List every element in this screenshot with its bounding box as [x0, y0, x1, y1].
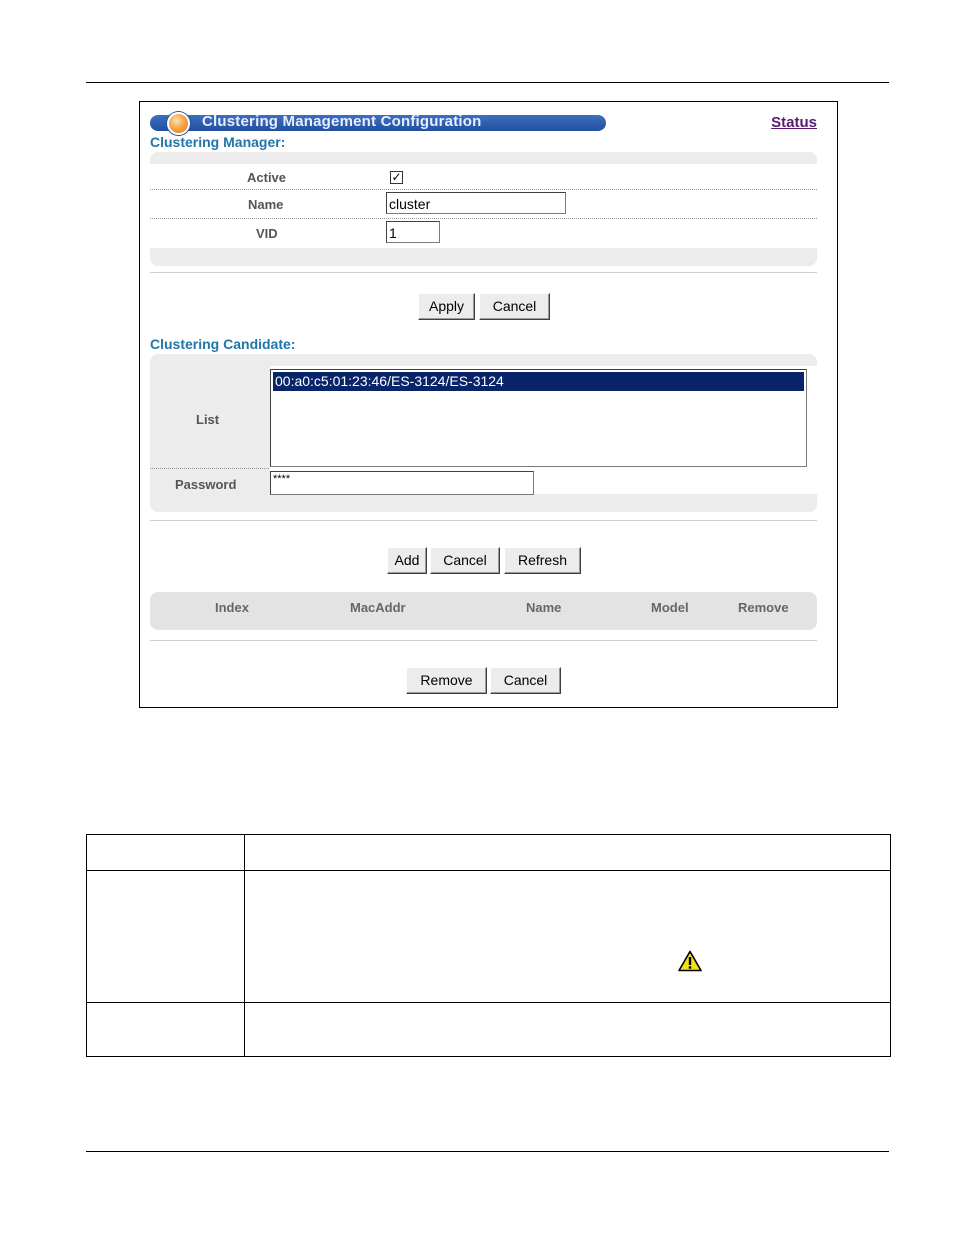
vid-label: VID — [256, 226, 278, 241]
manager-panel — [150, 152, 817, 266]
table-column-divider — [244, 835, 245, 1056]
members-cancel-button[interactable]: Cancel — [490, 667, 561, 694]
clustering-manager-heading: Clustering Manager: — [150, 134, 286, 150]
page-title: Clustering Management Configuration — [202, 113, 482, 130]
candidate-cancel-button[interactable]: Cancel — [430, 547, 500, 574]
manager-cancel-button[interactable]: Cancel — [479, 293, 550, 320]
password-input[interactable]: **** — [270, 471, 534, 495]
table-row-divider — [87, 870, 890, 871]
col-index: Index — [215, 600, 249, 615]
section-divider — [150, 272, 817, 274]
footer-rule — [86, 1151, 889, 1152]
apply-button[interactable]: Apply — [418, 293, 475, 320]
members-table-header — [150, 592, 817, 630]
screenshot-frame — [139, 101, 838, 708]
col-name: Name — [526, 600, 562, 615]
candidate-listbox[interactable] — [270, 369, 807, 467]
active-label: Active — [247, 170, 287, 185]
warning-icon — [678, 950, 702, 972]
add-button[interactable]: Add — [387, 547, 427, 574]
candidate-list-item[interactable]: 00:a0:c5:01:23:46/ES-3124/ES-3124 — [273, 372, 804, 391]
description-table — [86, 834, 891, 1057]
remove-button[interactable]: Remove — [406, 667, 487, 694]
status-link[interactable]: Status — [771, 114, 817, 131]
name-label: Name — [248, 197, 284, 212]
list-label: List — [196, 412, 220, 427]
section-divider — [150, 640, 817, 642]
check-mark-icon: ✓ — [391, 170, 402, 184]
section-divider — [150, 520, 817, 522]
col-remove: Remove — [738, 600, 789, 615]
col-model: Model — [651, 600, 689, 615]
header-rule — [86, 82, 889, 83]
row-separator — [150, 189, 817, 190]
orange-orb-icon — [167, 112, 190, 135]
table-row-divider — [87, 1002, 890, 1003]
clustering-candidate-heading: Clustering Candidate: — [150, 336, 296, 352]
manager-panel-body — [150, 164, 817, 248]
row-separator — [150, 218, 817, 219]
refresh-button[interactable]: Refresh — [504, 547, 581, 574]
active-checkbox[interactable] — [390, 171, 403, 184]
col-macaddr: MacAddr — [350, 600, 406, 615]
password-label: Password — [175, 477, 237, 492]
name-input[interactable]: cluster — [386, 192, 566, 214]
vid-input[interactable]: 1 — [386, 221, 440, 243]
